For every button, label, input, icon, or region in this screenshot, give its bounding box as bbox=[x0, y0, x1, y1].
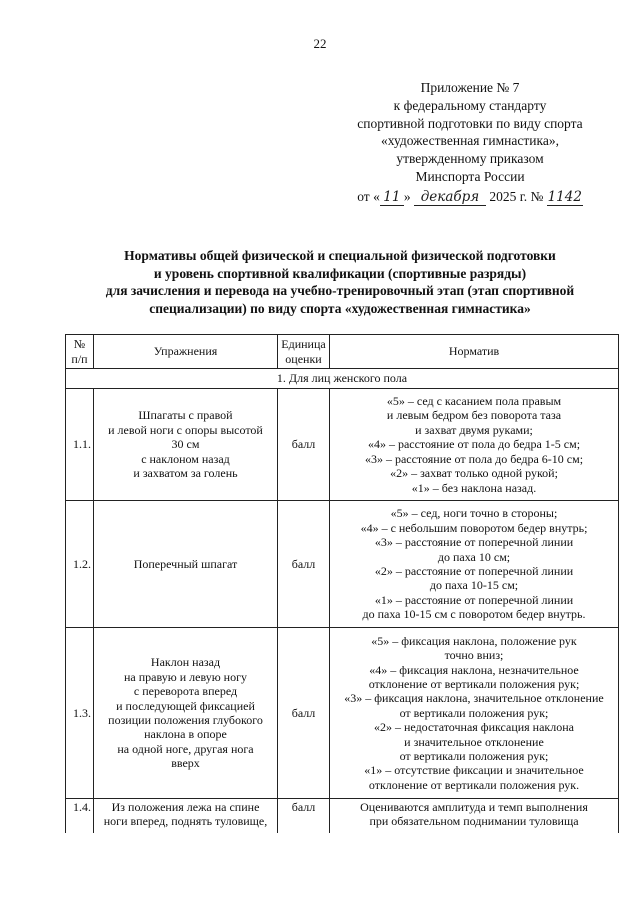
header-num: № п/п bbox=[66, 335, 94, 369]
table-row bbox=[66, 799, 619, 833]
title-line: специализации) по виду спорта «художественная гимнастика» bbox=[149, 300, 531, 316]
row-unit: балл bbox=[278, 799, 330, 833]
row-norm: Оцениваются амплитуда и темп выполнения при обязательном поднимании туловища bbox=[330, 799, 619, 833]
row-unit: балл bbox=[278, 389, 330, 501]
row-num: 1.3. bbox=[66, 628, 94, 799]
row-num: 1.2. bbox=[66, 501, 94, 628]
appendix-line: Приложение № 7 bbox=[420, 80, 520, 95]
row-exercise: Поперечный шпагат bbox=[94, 501, 278, 628]
row-unit: балл bbox=[278, 501, 330, 628]
row-exercise: Наклон назад на правую и левую ногу с переворота вперед и последующей фиксацией позиции положения глубокого наклона в опоре на одной ноге, другая нога вверх bbox=[94, 628, 278, 799]
row-norm: «5» – сед с касанием пола правым и левым бедром без поворота таза и захват двумя руками; «4» – расстояние от пола до бедра 1-5 см; «3» – расстояние от пола до бедра 6-10 см; «2» – захват только одной рукой; «1» – без наклона назад. bbox=[330, 389, 619, 501]
standards-table bbox=[65, 334, 619, 833]
row-num: 1.1. bbox=[66, 389, 94, 501]
row-exercise: Из положения лежа на спине ноги вперед, поднять туловище, bbox=[94, 799, 278, 833]
appendix-block bbox=[350, 79, 590, 206]
date-mid: » bbox=[403, 188, 411, 204]
appendix-line: утвержденному приказом bbox=[396, 151, 544, 167]
year-text: 2025 г. № bbox=[489, 188, 544, 204]
appendix-line: Минспорта России bbox=[415, 168, 525, 184]
title-line: для зачисления и перевода на учебно-тренировочный этап (этап спортивной bbox=[105, 283, 575, 298]
handwritten-order-number: 1142 bbox=[547, 188, 582, 205]
table-header-row bbox=[66, 335, 619, 369]
row-unit: балл bbox=[278, 628, 330, 799]
page-number: 22 bbox=[313, 36, 327, 51]
row-norm: «5» – фиксация наклона, положение рук точно вниз; «4» – фиксация наклона, незначительное отклонение от вертикали положения рук; «3» – фиксация наклона, значительное отклонение от вертикали положения рук; «2» – недостаточная фиксация наклона и значительное отклонение от вертикали положения рук; «1» – отсутствие фиксации и значительное отклонение от вертикали положения рук. bbox=[330, 628, 619, 799]
appendix-line: к федеральному стандарту bbox=[393, 97, 547, 113]
table-row bbox=[66, 389, 619, 501]
order-date-line bbox=[350, 188, 590, 206]
handwritten-month: декабря bbox=[414, 190, 486, 206]
handwritten-day: 11 bbox=[380, 190, 404, 206]
row-norm: «5» – сед, ноги точно в стороны; «4» – с небольшим поворотом бедер внутрь; «3» – расстояние от поперечной линии до паха 10 см; «2» – расстояние от поперечной линии до паха 10-15 см; «1» – расстояние от поперечной линии до паха 10-15 см с поворотом бедер внутрь. bbox=[330, 501, 619, 628]
section-row bbox=[66, 369, 619, 389]
appendix-line: «художественная гимнастика», bbox=[381, 133, 559, 149]
header-exercise: Упражнения bbox=[94, 335, 278, 369]
header-norm: Норматив bbox=[330, 335, 619, 369]
row-exercise: Шпагаты с правой и левой ноги с опоры высотой 30 см с наклоном назад и захватом за голень bbox=[94, 389, 278, 501]
header-unit: Единица оценки bbox=[278, 335, 330, 369]
date-prefix: от « bbox=[357, 188, 380, 204]
appendix-line: спортивной подготовки по виду спорта bbox=[357, 115, 583, 131]
title-line: и уровень спортивной квалификации (спортивные разряды) bbox=[153, 265, 527, 281]
table-row bbox=[66, 628, 619, 799]
section-title: 1. Для лиц женского пола bbox=[66, 369, 619, 389]
table-row bbox=[66, 501, 619, 628]
document-title bbox=[40, 247, 640, 317]
title-line: Нормативы общей физической и специальной физической подготовки bbox=[124, 248, 556, 263]
row-num: 1.4. bbox=[66, 799, 94, 833]
